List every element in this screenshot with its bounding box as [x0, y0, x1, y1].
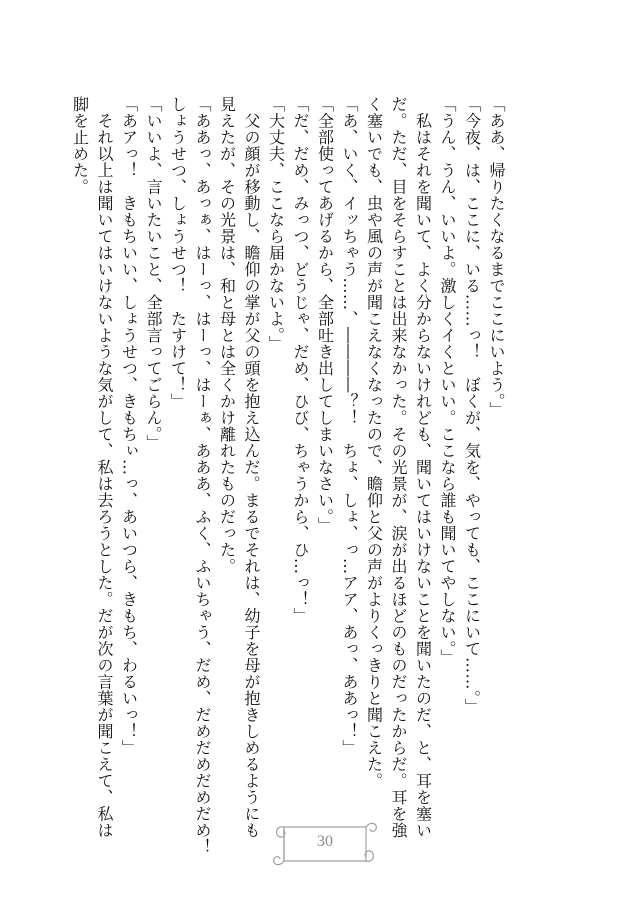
text-line: 「いいよ、言いたいこと、全部言ってごらん。」	[144, 96, 163, 451]
text-line: だ。ただ、目をそらすことは出来なかった。その光景が、涙が出るほどのものだったからだ。耳を強	[389, 96, 408, 839]
text-line: 「あアっ！ きもちいい、しょうせつ、きもちぃ…っ、あいつら、きもち、わるいっ！」	[119, 96, 139, 756]
text-line: 「ああっ、あっぁ、はーっ、はーっ、はーぁ、あああ、ふく、ふいちゃう、だめ、だめだめだめだめ！	[193, 96, 212, 855]
text-line: 「全部使ってあげるから、全部吐き出してしまいなさい。」	[315, 96, 335, 534]
text-line: 脚を止めた。	[70, 96, 90, 195]
text-line: 「今夜、は、ここに、いる……っ！ ぼくが、気を、やっても、ここにいて……。」	[462, 96, 482, 715]
text-line: く塞いでも、虫や風の声が聞こえなくなったので、瞻仰と父の声がよりくっきりと聞こえた。	[364, 96, 384, 789]
text-line: 私はそれを聞いて、よく分からないけれども、聞いてはいけないことを聞いたのだ、と、耳を塞い	[413, 96, 433, 839]
text-line: 「あ、いく、イッちゃう……、――――？！ ちょ、しょ、っ…アア、あっ、ああっ！」	[340, 96, 359, 756]
text-line: 「大丈夫、ここなら届かないよ。」	[266, 96, 286, 352]
page-number: 30	[317, 833, 333, 850]
text-line: 「うん、うん、いいよ。激しくイくといい。ここなら誰も聞いてやしない。」	[438, 96, 457, 666]
text-line: しょうせつ、しょうせつ！ たすけて！」	[168, 96, 188, 410]
page-footer	[270, 815, 380, 875]
text-line: 見えたが、その光景は、和と母とは全くかけ離れたものだった。	[217, 96, 237, 575]
text-line: 父の顔が移動し、瞻仰の掌が父の頭を抱え込んだ。まるでそれは、幼子を母が抱きしめるようにも	[242, 96, 261, 839]
text-line: 「だ、だめ、みっつ、どうじゃ、だめ、ひび、ちゃうから、ひ…っ！」	[291, 96, 310, 624]
text-line: 「ああ、帰りたくなるまでここにいよう。」	[487, 96, 506, 418]
text-line: それ以上は聞いてはいけないような気がして、私は去ろうとした。だが次の言葉が聞こえて、私は	[95, 96, 114, 839]
